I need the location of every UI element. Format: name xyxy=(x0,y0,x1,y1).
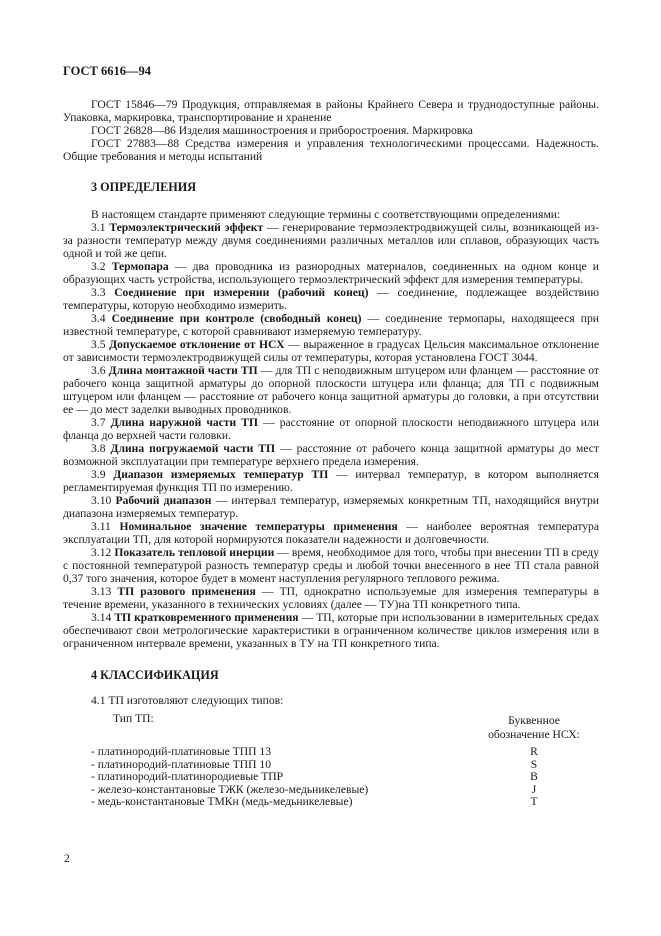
table-row xyxy=(63,796,599,809)
definition-text: — время, необходимое для того, чтобы при внесении ТП в среду с постоянной температурой разность температур среды и любой точки внесенного в нее ТП стала равной 0,37 того значения, которое будет в момент наступления регулярного теплового режима. xyxy=(63,546,599,585)
section-title-classification: 4 КЛАССИФИКАЦИЯ xyxy=(91,668,219,682)
definition-number: 3.12 xyxy=(91,546,112,559)
definition-item xyxy=(63,442,599,468)
definition-text: — для ТП с неподвижным штуцером или фланцем — расстояние от рабочего конца защитной арматуры до опорной плоскости штуцера или фланца; для ТП с подвижным штуцером или фланцем — расстояние от рабочего конца защитной арматуры до головки, а при отсутствии ее — до мест заделки выводных проводников. xyxy=(63,364,599,416)
definition-term: Соединение при измерении (рабочий конец) xyxy=(114,286,369,299)
definition-item xyxy=(63,494,599,520)
definition-term: Допускаемое отклонение от НСХ xyxy=(109,338,285,351)
column-header-letter-line1: Буквенное xyxy=(508,714,560,727)
definition-term: Соединение при контроле (свободный конец) xyxy=(111,312,362,325)
definition-text: — ТП, которые при использовании в измерительных средах обеспечивают свои метрологические характеристики в ограниченном количестве циклов измерения или в ограниченном интервале времени, указанных в ТУ на ТП конкретного типа. xyxy=(63,611,600,650)
page-number: 2 xyxy=(64,852,70,865)
definitions-intro: В настоящем стандарте применяют следующие термины с соответствующими определениями: xyxy=(91,208,561,221)
definition-text: — соединение термопары, находящееся при известной температуре, с которой сравнивают измеряемую температуру. xyxy=(63,312,599,338)
definition-number: 3.4 xyxy=(91,312,106,325)
definition-text: — ТП, однократно используемые для измерения температуры в течение времени, указанного в технических условиях (далее — ТУ)на ТП конкретного типа. xyxy=(63,585,600,611)
document-header-id: ГОСТ 6616—94 xyxy=(63,64,152,78)
normative-references xyxy=(63,98,599,163)
definition-item xyxy=(63,312,599,338)
table-body xyxy=(63,746,599,809)
definition-item xyxy=(63,286,599,312)
thermocouple-types-table xyxy=(63,712,599,812)
definition-number: 3.1 xyxy=(91,221,106,234)
type-name-cell: - платинородий-платиновые ТПП 13 xyxy=(91,745,272,758)
definition-item xyxy=(63,221,599,260)
table-row xyxy=(63,746,599,759)
definition-term: Длина монтажной части ТП xyxy=(108,364,258,377)
column-header-type: Тип ТП: xyxy=(113,712,154,725)
type-letter-cell: J xyxy=(531,782,537,796)
definition-text: — генерирование термоэлектродвижущей силы, возникающей из-за разности температур между двумя соединениями различных металлов или сплавов, образующих часть одной и той же цепи. xyxy=(63,221,599,260)
definition-item xyxy=(63,338,599,364)
definition-term: Номинальное значение температуры применения xyxy=(119,520,398,533)
definition-number: 3.10 xyxy=(91,494,112,507)
definition-text: — выраженное в градусах Цельсия максимальное отклонение от зависимости термоэлектродвижущей силы от температуры, которая установлена ГОСТ 3044. xyxy=(63,338,600,364)
definition-text: — расстояние от рабочего конца защитной арматуры до мест возможной эксплуатации при температуре верхнего предела измерения. xyxy=(63,442,599,468)
definition-number: 3.3 xyxy=(91,286,106,299)
classification-intro: 4.1 ТП изготовляют следующих типов: xyxy=(91,694,284,707)
definition-item xyxy=(63,520,599,546)
definition-number: 3.8 xyxy=(91,442,106,455)
definition-number: 3.6 xyxy=(91,364,106,377)
document-page xyxy=(63,60,599,812)
definition-term: Рабочий диапазон xyxy=(115,494,212,507)
type-letter-cell: R xyxy=(530,745,538,758)
type-name-cell: - платинородий-платиновые ТПП 10 xyxy=(91,757,272,771)
definition-item xyxy=(63,585,599,611)
definition-number: 3.5 xyxy=(91,338,106,351)
definition-item xyxy=(63,416,599,442)
definition-term: Термопара xyxy=(111,260,169,273)
type-name-cell: - медь-константановые ТМКн (медь-медьникелевые) xyxy=(91,795,353,809)
definition-term: Термоэлектрический эффект xyxy=(109,221,264,234)
definition-term: ТП разового применения xyxy=(117,585,256,598)
definition-text: — наиболее вероятная температура эксплуатации ТП, для которой нормируются показатели надежности и долговечности. xyxy=(63,520,599,546)
definition-number: 3.13 xyxy=(91,585,112,598)
reference-item: ГОСТ 15846—79 Продукция, отправляемая в районы Крайнего Севера и труднодоступные районы. Упаковка, маркировка, транспортирование и хранение xyxy=(63,98,599,124)
definition-text: — интервал температур, в котором выполняется регламентируемая функция ТП по измерению. xyxy=(63,468,599,494)
definition-term: Длина наружной части ТП xyxy=(110,416,258,429)
reference-item: ГОСТ 26828—86 Изделия машиностроения и приборостроения. Маркировка xyxy=(91,124,473,137)
definition-text: — два проводника из разнородных материалов, соединенных на одном конце и образующих часть устройства, использующего термоэлектрический эффект для измерения температуры. xyxy=(63,260,599,286)
definition-item xyxy=(63,611,599,650)
column-header-letter-line2: обозначение НСХ: xyxy=(488,728,580,741)
definitions-body xyxy=(63,208,599,650)
definition-text: — соединение, подлежащее воздействию температуры, которую необходимо измерить. xyxy=(63,286,599,312)
column-header-letter xyxy=(484,714,584,742)
section-title-definitions: 3 ОПРЕДЕЛЕНИЯ xyxy=(91,180,196,194)
definition-term: Диапазон измеряемых температур ТП xyxy=(113,468,329,481)
definition-number: 3.7 xyxy=(91,416,106,429)
definition-term: Показатель тепловой инерции xyxy=(114,546,275,559)
definition-item xyxy=(63,468,599,494)
definition-term: ТП кратковременного применения xyxy=(114,611,299,624)
definition-number: 3.14 xyxy=(91,611,112,624)
definition-number: 3.9 xyxy=(91,468,106,481)
type-letter-cell: B xyxy=(530,770,538,784)
definition-item xyxy=(63,260,599,286)
definition-item xyxy=(63,364,599,416)
type-name-cell: - платинородий-платинородиевые ТПР xyxy=(91,770,284,784)
definition-text: — интервал температур, измеряемых конкретным ТП, находящийся внутри диапазона измеряемых температур. xyxy=(63,494,599,520)
type-name-cell: - железо-константановые ТЖК (железо-медьникелевые) xyxy=(91,782,369,796)
definition-number: 3.11 xyxy=(91,520,111,533)
reference-item: ГОСТ 27883—88 Средства измерения и управления технологическими процессами. Надежность. Общие требования и методы испытаний xyxy=(63,137,599,163)
definition-number: 3.2 xyxy=(91,260,106,273)
type-letter-cell: T xyxy=(530,795,538,809)
definition-term: Длина погружаемой части ТП xyxy=(110,442,276,455)
definition-text: — расстояние от опорной плоскости неподвижного штуцера или фланца до верхней части головки. xyxy=(63,416,600,442)
table-row xyxy=(63,771,599,784)
type-letter-cell: S xyxy=(530,757,538,771)
definition-item xyxy=(63,546,599,585)
